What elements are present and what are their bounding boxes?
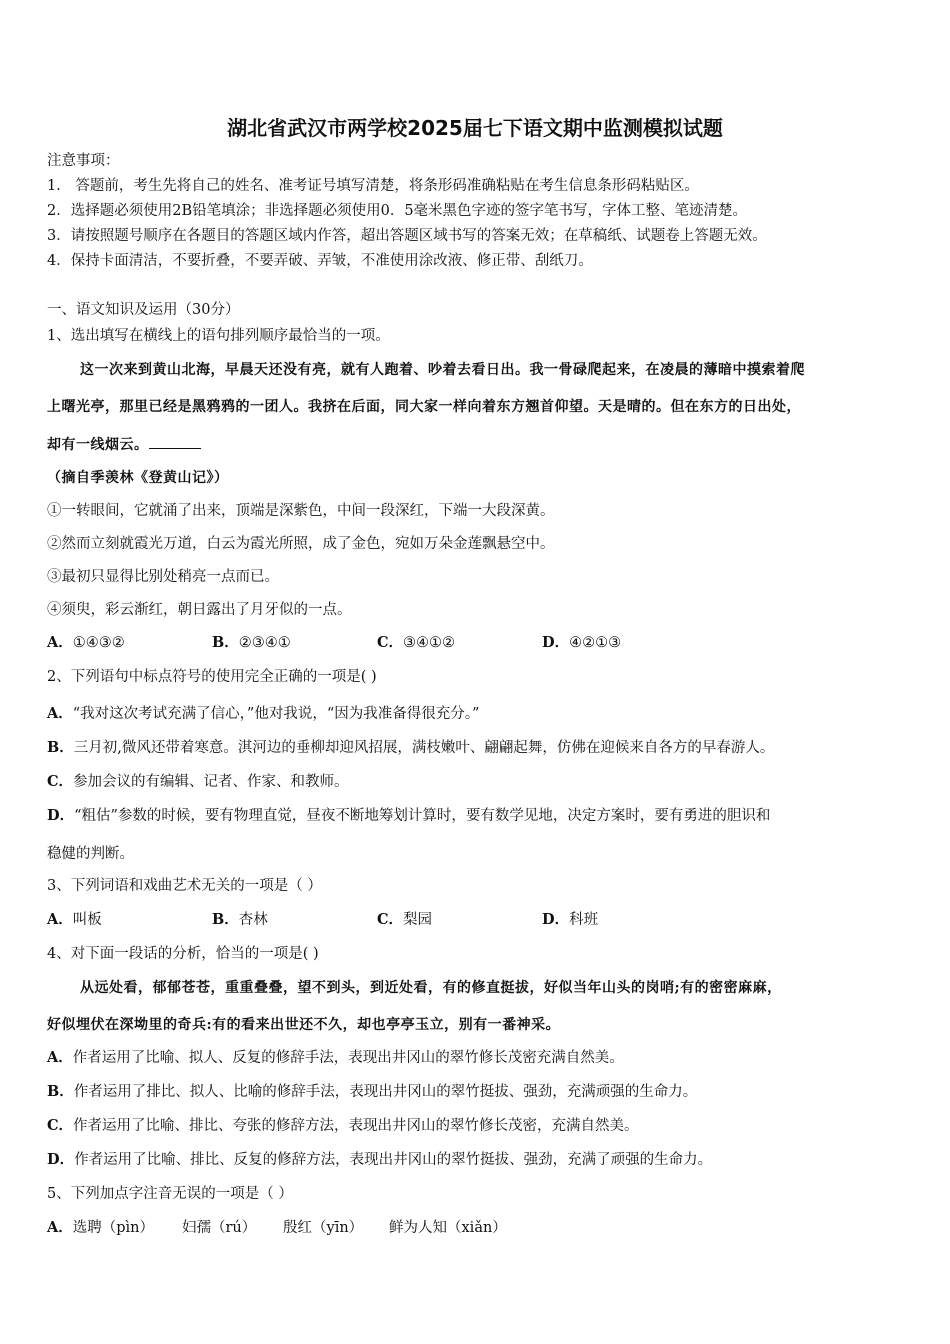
question-stem-4: 4、对下面一段话的分析，恰当的一项是( ): [47, 946, 319, 962]
notice-heading: 注意事项：: [47, 153, 120, 169]
sentence-item: ③最初只显得比别处稍亮一点而已。: [47, 569, 279, 585]
passage-source: （摘自季羡林《登黄山记》）: [47, 470, 229, 486]
option-a-word-3: 殷红（yīn）: [283, 1220, 364, 1236]
passage-line: 好似埋伏在深坳里的奇兵:有的看来出世还不久，却也亭亭玉立，别有一番神采。: [47, 1017, 561, 1033]
notice-item: 3．请按照题号顺序在各题目的答题区域内作答，超出答题区域书写的答案无效；在草稿纸、试题卷上答题无效。: [47, 228, 767, 244]
option-a: A．作者运用了比喻、拟人、反复的修辞手法，表现出井冈山的翠竹修长茂密充满自然美。: [47, 1049, 624, 1066]
notice-item: 4．保持卡面清洁，不要折叠，不要弄破、弄皱，不准使用涂改液、修正带、刮纸刀。: [47, 253, 593, 269]
option-c: C．③④①②: [377, 634, 456, 651]
notice-item: 2．选择题必须使用2B铅笔填涂；非选择题必须使用0．5毫米黑色字迹的签字笔书写，字体工整、笔迹清楚。: [47, 203, 748, 219]
option-a-word-1: A．选聘（pìn）: [47, 1219, 155, 1236]
option-d: D．作者运用了比喻、排比、反复的修辞方法，表现出井冈山的翠竹挺拔、强劲，充满了顽强的生命力。: [47, 1151, 713, 1168]
sentence-item: ②然而立刻就霞光万道，白云为霞光所照，成了金色，宛如万朵金莲飘悬空中。: [47, 536, 555, 552]
passage-text: 却有一线烟云。: [47, 437, 149, 453]
option-b: B．三月初,微风还带着寒意。淇河边的垂柳却迎风招展，满枝嫩叶、翩翩起舞，仿佛在迎候来自各方的早春游人。: [47, 739, 775, 756]
option-a: A．①④③②: [47, 634, 125, 651]
passage-line: 从远处看，郁郁苍苍，重重叠叠，望不到头，到近处看，有的修直挺拔，好似当年山头的岗哨;有的密密麻麻，: [80, 980, 782, 996]
option-a-word-2: 妇孺（rú）: [182, 1220, 257, 1236]
option-c: C．作者运用了比喻、排比、夸张的修辞方法，表现出井冈山的翠竹修长茂密，充满自然美。: [47, 1117, 639, 1134]
option-d-continued: 稳健的判断。: [47, 846, 134, 862]
passage-line: [47, 434, 201, 455]
sentence-item: ①一转眼间，它就涌了出来，顶端是深紫色，中间一段深红，下端一大段深黄。: [47, 503, 555, 519]
option-b: B．作者运用了排比、拟人、比喻的修辞手法，表现出井冈山的翠竹挺拔、强劲，充满顽强的生命力。: [47, 1083, 698, 1100]
option-a: A．“我对这次考试充满了信心，”他对我说，“因为我准备得很充分。”: [47, 705, 480, 722]
option-a-word-4: 鲜为人知（xiǎn）: [389, 1220, 507, 1236]
question-stem-2: 2、下列语句中标点符号的使用完全正确的一项是( ): [47, 669, 377, 685]
page-title: 湖北省武汉市两学校2025届七下语文期中监测模拟试题: [227, 116, 723, 140]
option-b: B．②③④①: [212, 634, 291, 651]
question-stem-1: 1、选出填写在横线上的语句排列顺序最恰当的一项。: [47, 328, 390, 344]
option-a: A．叫板: [47, 911, 102, 928]
section-heading: 一、语文知识及运用（30分）: [47, 302, 240, 318]
option-b: B．杏林: [212, 911, 268, 928]
notice-item: 1． 答题前，考生先将自己的姓名、准考证号填写清楚，将条形码准确粘贴在考生信息条形码粘贴区。: [47, 178, 699, 194]
option-d: D．④②①③: [542, 634, 622, 651]
passage-line: 上曙光亭，那里已经是黑鸦鸦的一团人。我挤在后面，同大家一样向着东方翘首仰望。天是晴的。但在东方的日出处，: [47, 399, 801, 415]
question-stem-5: 5、下列加点字注音无误的一项是（ ）: [47, 1186, 293, 1202]
option-c: C．梨园: [377, 911, 433, 928]
option-d: D．科班: [542, 911, 599, 928]
passage-line: 这一次来到黄山北海，早晨天还没有亮，就有人跑着、吵着去看日出。我一骨碌爬起来，在凌晨的薄暗中摸索着爬: [80, 362, 805, 378]
answer-blank: [149, 434, 201, 449]
option-c: C．参加会议的有编辑、记者、作家、和教师。: [47, 773, 349, 790]
option-d: D．“粗估”参数的时候，要有物理直觉，昼夜不断地筹划计算时，要有数学见地，决定方案时，要有勇进的胆识和: [47, 807, 771, 824]
question-stem-3: 3、下列词语和戏曲艺术无关的一项是（ ）: [47, 878, 322, 894]
sentence-item: ④须臾，彩云渐红，朝日露出了月牙似的一点。: [47, 602, 352, 618]
